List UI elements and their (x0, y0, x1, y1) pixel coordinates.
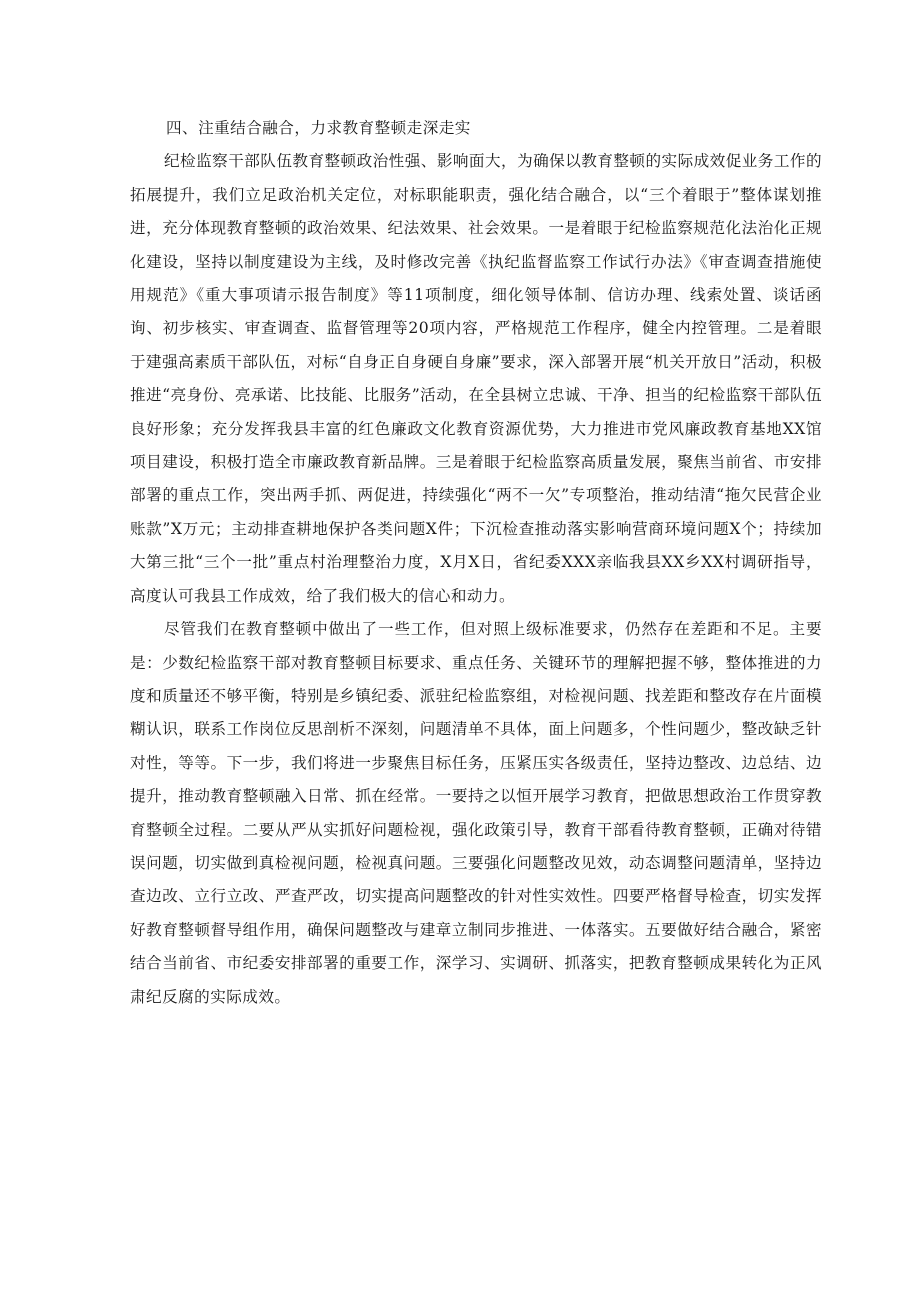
paragraph-achievements: 纪检监察干部队伍教育整顿政治性强、影响面大，为确保以教育整顿的实际成效促业务工作的拓展提升，我们立足政治机关定位，对标职能职责，强化结合融合，以“三个着眼于”整体谋划推进，充分体现教育整顿的政治效果、纪法效果、社会效果。一是着眼于纪检监察规范化法治化正规化建设，坚持以制度建设为主线，及时修改完善《执纪监督监察工作试行办法》《审查调查措施使用规范》《重大事项请示报告制度》等11项制度，细化领导体制、信访办理、线索处置、谈话函询、初步核实、审查调查、监督管理等20项内容，严格规范工作程序，健全内控管理。二是着眼于建强高素质干部队伍，对标“自身正自身硬自身廉”要求，深入部署开展“机关开放日”活动，积极推进“亮身份、亮承诺、比技能、比服务”活动，在全县树立忠诚、干净、担当的纪检监察干部队伍良好形象；充分发挥我县丰富的红色廉政文化教育资源优势，大力推进市党风廉政教育基地XX馆项目建设，积极打造全市廉政教育新品牌。三是着眼于纪检监察高质量发展，聚焦当前省、市安排部署的重点工作，突出两手抓、两促进，持续强化“两不一欠”专项整治，推动结清“拖欠民营企业账款”X万元；主动排查耕地保护各类问题X件；下沉检查推动落实影响营商环境问题X个；持续加大第三批“三个一批”重点村治理整治力度，X月X日，省纪委XXX亲临我县XX乡XX村调研指导，高度认可我县工作成效，给了我们极大的信心和动力。 (130, 152, 822, 605)
section-heading: 四、注重结合融合，力求教育整顿走深走实 (166, 119, 471, 137)
paragraph-shortcomings-next-steps: 尽管我们在教育整顿中做出了一些工作，但对照上级标准要求，仍然存在差距和不足。主要是：少数纪检监察干部对教育整顿目标要求、重点任务、关键环节的理解把握不够，整体推进的力度和质量还不够平衡，特别是乡镇纪委、派驻纪检监察组，对检视问题、找差距和整改存在片面模糊认识，联系工作岗位反思剖析不深刻，问题清单不具体，面上问题多，个性问题少，整改缺乏针对性，等等。下一步，我们将进一步聚焦目标任务，压紧压实各级责任，坚持边整改、边总结、边提升，推动教育整顿融入日常、抓在经常。一要持之以恒开展学习教育，把做思想政治工作贯穿教育整顿全过程。二要从严从实抓好问题检视，强化政策引导，教育干部看待教育整顿，正确对待错误问题，切实做到真检视问题，检视真问题。三要强化问题整改见效，动态调整问题清单，坚持边查边改、立行立改、严查严改，切实提高问题整改的针对性实效性。四要严格督导检查，切实发挥好教育整顿督导组作用，确保问题整改与建章立制同步推进、一体落实。五要做好结合融合，紧密结合当前省、市纪委安排部署的重要工作，深学习、实调研、抓落实，把教育整顿成果转化为正风肃纪反腐的实际成效。 (130, 620, 822, 1006)
document-body (130, 112, 822, 1014)
